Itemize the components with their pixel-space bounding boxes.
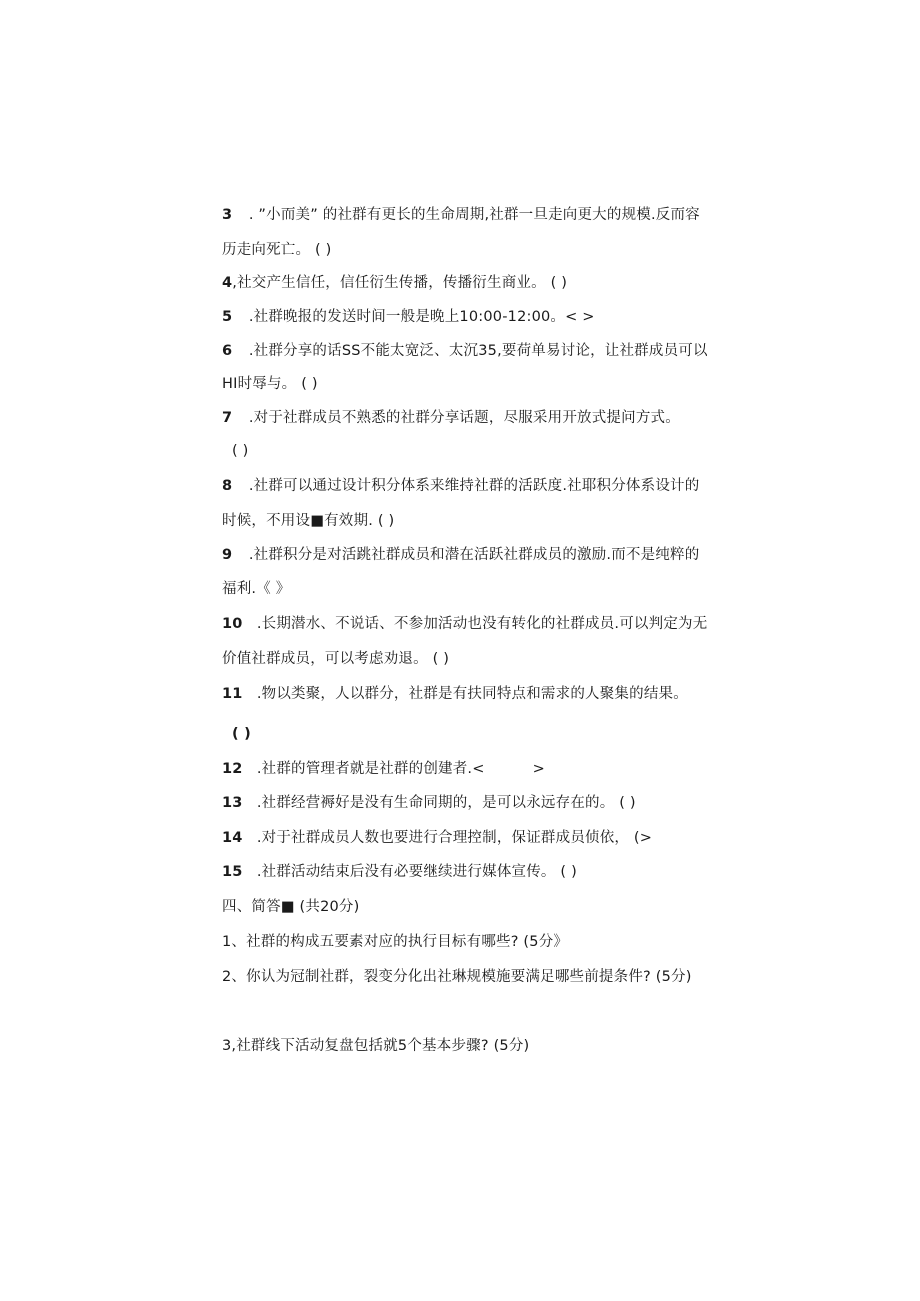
item-number: 4	[222, 275, 233, 291]
item-text: .社群分享的话SS不能太宽泛、太沉35,要荷单易讨论，让社群成员可以	[248, 343, 708, 359]
section-heading	[222, 897, 359, 917]
item-5-line1	[222, 307, 595, 327]
item-text: .社群活动结束后没有必要继续进行媒体宣传。 ( )	[256, 864, 577, 880]
item-number: 5	[222, 309, 233, 325]
item-number: 7	[222, 410, 233, 426]
item-text-continued: 福利.《 》	[222, 581, 291, 597]
item-text-continued: HI时辱与。 ( )	[222, 376, 318, 392]
question-2	[222, 967, 692, 987]
item-text: .社群积分是对活跳社群成员和潜在活跃社群成员的激励.而不是纯粹的	[248, 547, 700, 563]
item-number: 3	[222, 207, 233, 223]
item-10-line1	[222, 614, 707, 634]
item-3-line1	[222, 205, 700, 225]
item-11-line2	[232, 724, 251, 744]
item-6-line2	[222, 374, 318, 394]
item-text-continued: 价值社群成员，可以考虑劝退。 ( )	[222, 651, 450, 667]
item-15-line1	[222, 862, 577, 882]
item-number: 15	[222, 864, 243, 880]
item-text: .社群可以通过设计积分体系来维持社群的活跃度.社耶积分体系设计的	[248, 478, 700, 494]
item-number: 12	[222, 761, 243, 777]
question-1	[222, 932, 568, 952]
item-13-line1	[222, 793, 636, 813]
item-text: .物以类聚，人以群分，社群是有扶同特点和需求的人聚集的结果。	[256, 686, 688, 702]
item-12-line1	[222, 759, 545, 779]
item-text-continued: 历走向死亡。 ( )	[222, 242, 332, 258]
item-7-line1	[222, 408, 680, 428]
item-text: .社群经营褥好是没有生命同期的，是可以永远存在的。 ( )	[256, 795, 636, 811]
item-number: 13	[222, 795, 243, 811]
item-text: .对于社群成员不熟悉的社群分享话题，尽服采用开放式提问方式。	[248, 410, 680, 426]
item-number: 14	[222, 830, 243, 846]
item-text-continued: 时候，不用设■有效期. ( )	[222, 513, 395, 529]
item-text: .对于社群成员人数也要进行合理控制，保证群成员侦依， (>	[256, 830, 653, 846]
item-text-continued: ( )	[232, 726, 251, 742]
item-number: 6	[222, 343, 233, 359]
question-text: 1、社群的构成五要素对应的执行目标有哪些? (5分》	[222, 934, 569, 950]
item-8-line1	[222, 476, 699, 496]
item-text: ,社交产生信任，信任衍生传播，传播衍生商业。 ( )	[232, 275, 568, 291]
item-number: 8	[222, 478, 233, 494]
item-number: 10	[222, 616, 243, 632]
item-14-line1	[222, 828, 652, 848]
item-9-line2	[222, 579, 290, 599]
item-text: .社群的管理者就是社群的创建者.< >	[256, 761, 546, 777]
item-text: .长期潜水、不说话、不参加活动也没有转化的社群成员.可以判定为无	[256, 616, 708, 632]
item-9-line1	[222, 545, 699, 565]
item-10-line2	[222, 649, 449, 669]
question-3	[222, 1036, 529, 1056]
item-text: . ”小而美” 的社群有更长的生命周期,社群一旦走向更大的规模.反而容	[248, 207, 700, 223]
item-7-line2	[232, 441, 249, 461]
item-text: .社群晚报的发送时间一般是晚上10:00-12:00。< >	[248, 309, 595, 325]
question-text: 3,社群线下活动复盘包括就5个基本步骤? (5分)	[222, 1038, 530, 1054]
item-11-line1	[222, 684, 688, 704]
item-4-line1	[222, 273, 567, 293]
item-6-line1	[222, 341, 708, 361]
item-text-continued: ( )	[232, 443, 249, 459]
item-number: 9	[222, 547, 233, 563]
question-text: 2、你认为冠制社群，裂变分化出社琳规模施要满足哪些前提条件? (5分)	[222, 969, 692, 985]
section-title: 四、简答■ (共20分)	[222, 899, 360, 915]
item-3-line2	[222, 240, 332, 260]
item-8-line2	[222, 511, 394, 531]
item-number: 11	[222, 686, 243, 702]
